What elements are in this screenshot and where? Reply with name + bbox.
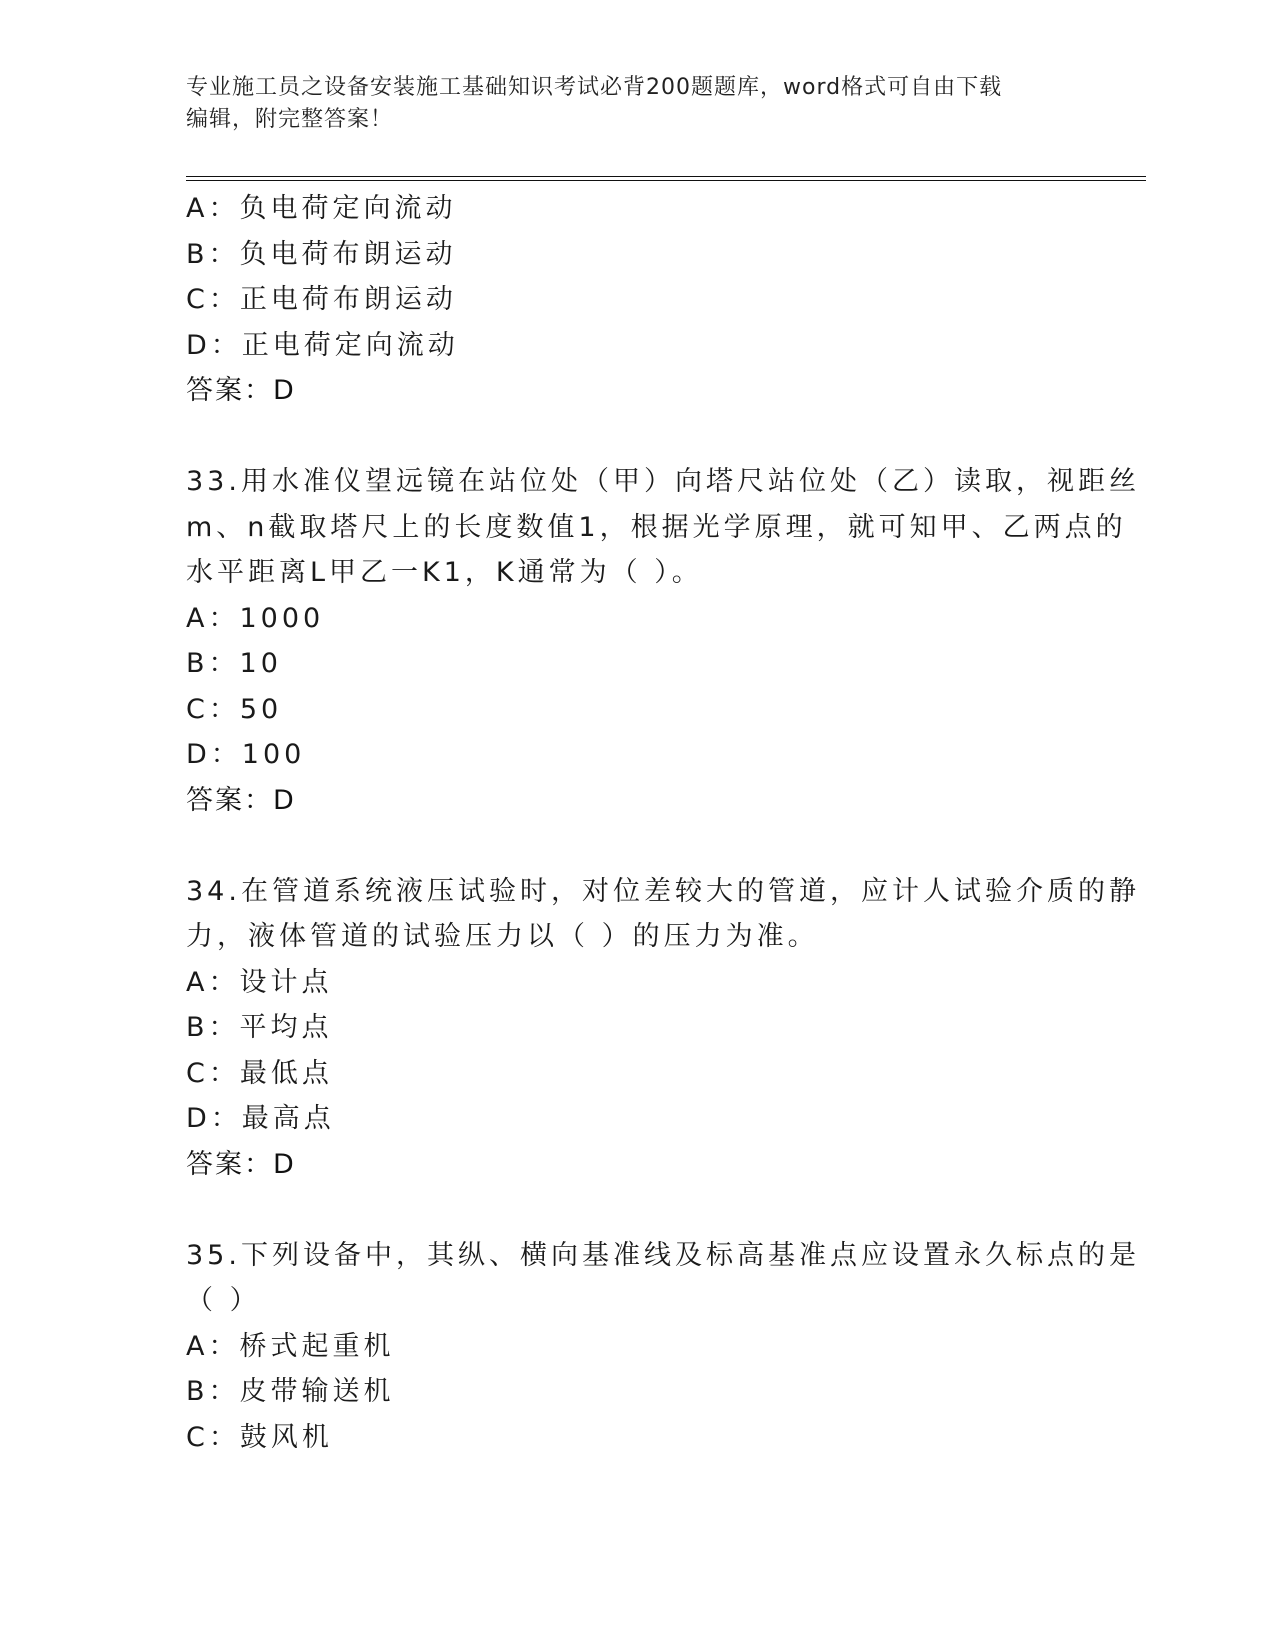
option-a: A：桥式起重机: [186, 1330, 395, 1362]
header-double-rule: [186, 176, 1146, 181]
option-a: A：1000: [186, 602, 325, 634]
option-d: D：正电荷定向流动: [186, 329, 459, 361]
option-c: C：50: [186, 693, 283, 725]
header-line-1: 专业施工员之设备安装施工基础知识考试必背200题题库，word格式可自由下载: [186, 75, 1003, 100]
answer-label: 答案：D: [186, 784, 296, 816]
option-b: B：负电荷布朗运动: [186, 238, 457, 270]
spacer: [186, 1187, 1086, 1233]
document-header: [186, 72, 1066, 136]
question-32-continued: [186, 186, 1086, 414]
question-33: [186, 459, 1140, 823]
header-line-2: 编辑，附完整答案！: [186, 107, 394, 132]
option-b: B：10: [186, 648, 282, 679]
answer-label: 答案：D: [186, 375, 296, 406]
option-d: D：最高点: [186, 1103, 335, 1134]
question-35: [186, 1233, 1140, 1461]
document-body: [186, 186, 1140, 1460]
option-d: D：100: [186, 739, 306, 770]
option-a: A：设计点: [186, 966, 333, 998]
option-c: C：鼓风机: [186, 1421, 333, 1453]
option-c: C：正电荷布朗运动: [186, 284, 457, 315]
option-b: B：皮带输送机: [186, 1376, 395, 1407]
option-c: C：最低点: [186, 1057, 333, 1089]
question-stem-line: m、n截取塔尺上的长度数值1，根据光学原理，就可知甲、乙两点的: [186, 511, 1127, 543]
spacer: [186, 414, 1086, 460]
option-a: A：负电荷定向流动: [186, 193, 457, 224]
answer-label: 答案：D: [186, 1148, 296, 1180]
question-stem-line: 34.在管道系统液压试验时，对位差较大的管道，应计人试验介质的静: [186, 875, 1140, 907]
question-stem-line: 水平距离L甲乙一K1，K通常为（ ）。: [186, 557, 703, 588]
spacer: [186, 823, 1086, 869]
question-stem-line: 33.用水准仪望远镜在站位处（甲）向塔尺站位处（乙）读取，视距丝: [186, 466, 1140, 497]
question-34: [186, 869, 1140, 1188]
question-stem-line: （ ）: [186, 1285, 261, 1316]
question-stem-line: 力，液体管道的试验压力以（ ）的压力为准。: [186, 921, 819, 952]
option-b: B：平均点: [186, 1012, 333, 1043]
question-stem-line: 35.下列设备中，其纵、横向基准线及标高基准点应设置永久标点的是: [186, 1239, 1140, 1271]
